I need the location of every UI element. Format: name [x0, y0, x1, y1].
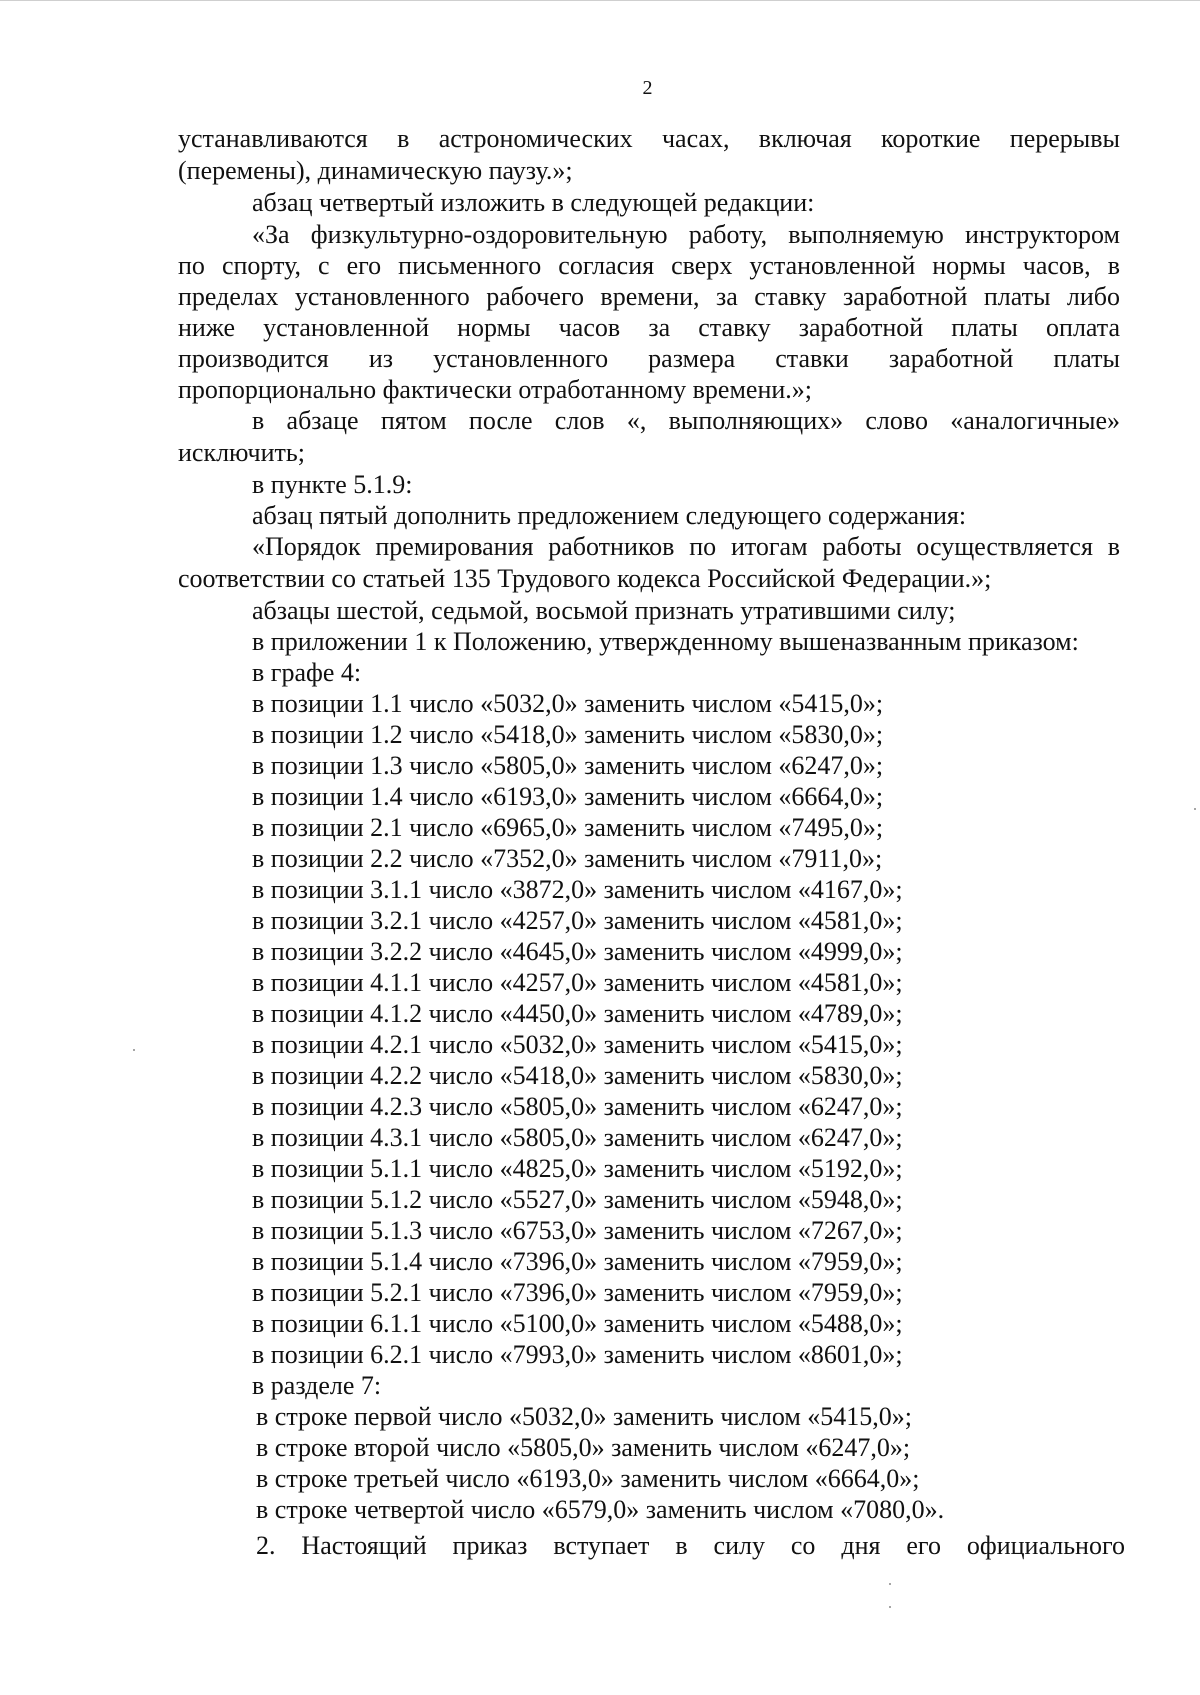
text-line-14: «Порядок премирования работников по итогам работы осуществляется в — [252, 532, 1120, 561]
scan-speck — [889, 1583, 891, 1585]
text-line-4: «За физкультурно-оздоровительную работу, выполняемую инструктором — [252, 220, 1120, 249]
text-line-19: в позиции 1.1 число «5032,0» заменить числом «5415,0»; — [252, 689, 884, 718]
text-line-21: в позиции 1.3 число «5805,0» заменить числом «6247,0»; — [252, 751, 884, 780]
text-line-31: в позиции 4.2.2 число «5418,0» заменить числом «5830,0»; — [252, 1061, 903, 1090]
scan-speck — [133, 1049, 135, 1051]
text-line-41: в разделе 7: — [252, 1371, 382, 1400]
text-line-8: производится из установленного размера ставки заработной платы — [178, 344, 1120, 373]
text-line-2: (перемены), динамическую паузу.»; — [178, 156, 573, 185]
text-line-33: в позиции 4.3.1 число «5805,0» заменить числом «6247,0»; — [252, 1123, 903, 1152]
text-line-7: ниже установленной нормы часов за ставку заработной платы оплата — [178, 313, 1120, 342]
scan-speck — [889, 1606, 891, 1608]
text-line-20: в позиции 1.2 число «5418,0» заменить числом «5830,0»; — [252, 720, 884, 749]
text-line-25: в позиции 3.1.1 число «3872,0» заменить числом «4167,0»; — [252, 875, 903, 904]
text-line-45: в строке четвертой число «6579,0» заменить числом «7080,0». — [256, 1495, 945, 1524]
text-line-23: в позиции 2.1 число «6965,0» заменить числом «7495,0»; — [252, 813, 884, 842]
text-line-18: в графе 4: — [252, 658, 362, 687]
text-line-9: пропорционально фактически отработанному времени.»; — [178, 375, 813, 404]
text-line-30: в позиции 4.2.1 число «5032,0» заменить числом «5415,0»; — [252, 1030, 903, 1059]
text-line-16: абзацы шестой, седьмой, восьмой признать утратившими силу; — [252, 596, 956, 625]
text-line-46: 2. Настоящий приказ вступает в силу со дня его официального — [256, 1531, 1125, 1560]
scan-speck — [1194, 808, 1196, 810]
text-line-28: в позиции 4.1.1 число «4257,0» заменить числом «4581,0»; — [252, 968, 903, 997]
text-line-5: по спорту, с его письменного согласия сверх установленной нормы часов, в — [178, 251, 1120, 280]
text-line-27: в позиции 3.2.2 число «4645,0» заменить числом «4999,0»; — [252, 937, 903, 966]
text-line-29: в позиции 4.1.2 число «4450,0» заменить числом «4789,0»; — [252, 999, 903, 1028]
text-line-32: в позиции 4.2.3 число «5805,0» заменить числом «6247,0»; — [252, 1092, 903, 1121]
text-line-44: в строке третьей число «6193,0» заменить числом «6664,0»; — [256, 1464, 920, 1493]
text-line-15: соответствии со статьей 135 Трудового кодекса Российской Федерации.»; — [178, 564, 992, 593]
text-line-3: абзац четвертый изложить в следующей редакции: — [252, 188, 815, 217]
text-line-43: в строке второй число «5805,0» заменить числом «6247,0»; — [256, 1433, 911, 1462]
text-line-1: устанавливаются в астрономических часах, включая короткие перерывы — [178, 124, 1120, 153]
text-line-10: в абзаце пятом после слов «, выполняющих» слово «аналогичные» — [252, 406, 1120, 435]
text-line-38: в позиции 5.2.1 число «7396,0» заменить числом «7959,0»; — [252, 1278, 903, 1307]
text-line-26: в позиции 3.2.1 число «4257,0» заменить числом «4581,0»; — [252, 906, 903, 935]
text-line-6: пределах установленного рабочего времени, за ставку заработной платы либо — [178, 282, 1120, 311]
text-line-40: в позиции 6.2.1 число «7993,0» заменить числом «8601,0»; — [252, 1340, 903, 1369]
scan-top-edge — [0, 0, 1200, 1]
text-line-37: в позиции 5.1.4 число «7396,0» заменить числом «7959,0»; — [252, 1247, 903, 1276]
text-line-24: в позиции 2.2 число «7352,0» заменить числом «7911,0»; — [252, 844, 883, 873]
text-line-34: в позиции 5.1.1 число «4825,0» заменить числом «5192,0»; — [252, 1154, 903, 1183]
text-line-22: в позиции 1.4 число «6193,0» заменить числом «6664,0»; — [252, 782, 884, 811]
text-line-13: абзац пятый дополнить предложением следующего содержания: — [252, 501, 967, 530]
page-number: 2 — [642, 77, 653, 99]
text-line-42: в строке первой число «5032,0» заменить числом «5415,0»; — [256, 1402, 913, 1431]
text-line-35: в позиции 5.1.2 число «5527,0» заменить числом «5948,0»; — [252, 1185, 903, 1214]
text-line-17: в приложении 1 к Положению, утвержденному вышеназванным приказом: — [252, 627, 1079, 656]
text-line-39: в позиции 6.1.1 число «5100,0» заменить числом «5488,0»; — [252, 1309, 903, 1338]
text-line-12: в пункте 5.1.9: — [252, 470, 413, 499]
text-line-36: в позиции 5.1.3 число «6753,0» заменить числом «7267,0»; — [252, 1216, 903, 1245]
text-line-11: исключить; — [178, 438, 305, 467]
